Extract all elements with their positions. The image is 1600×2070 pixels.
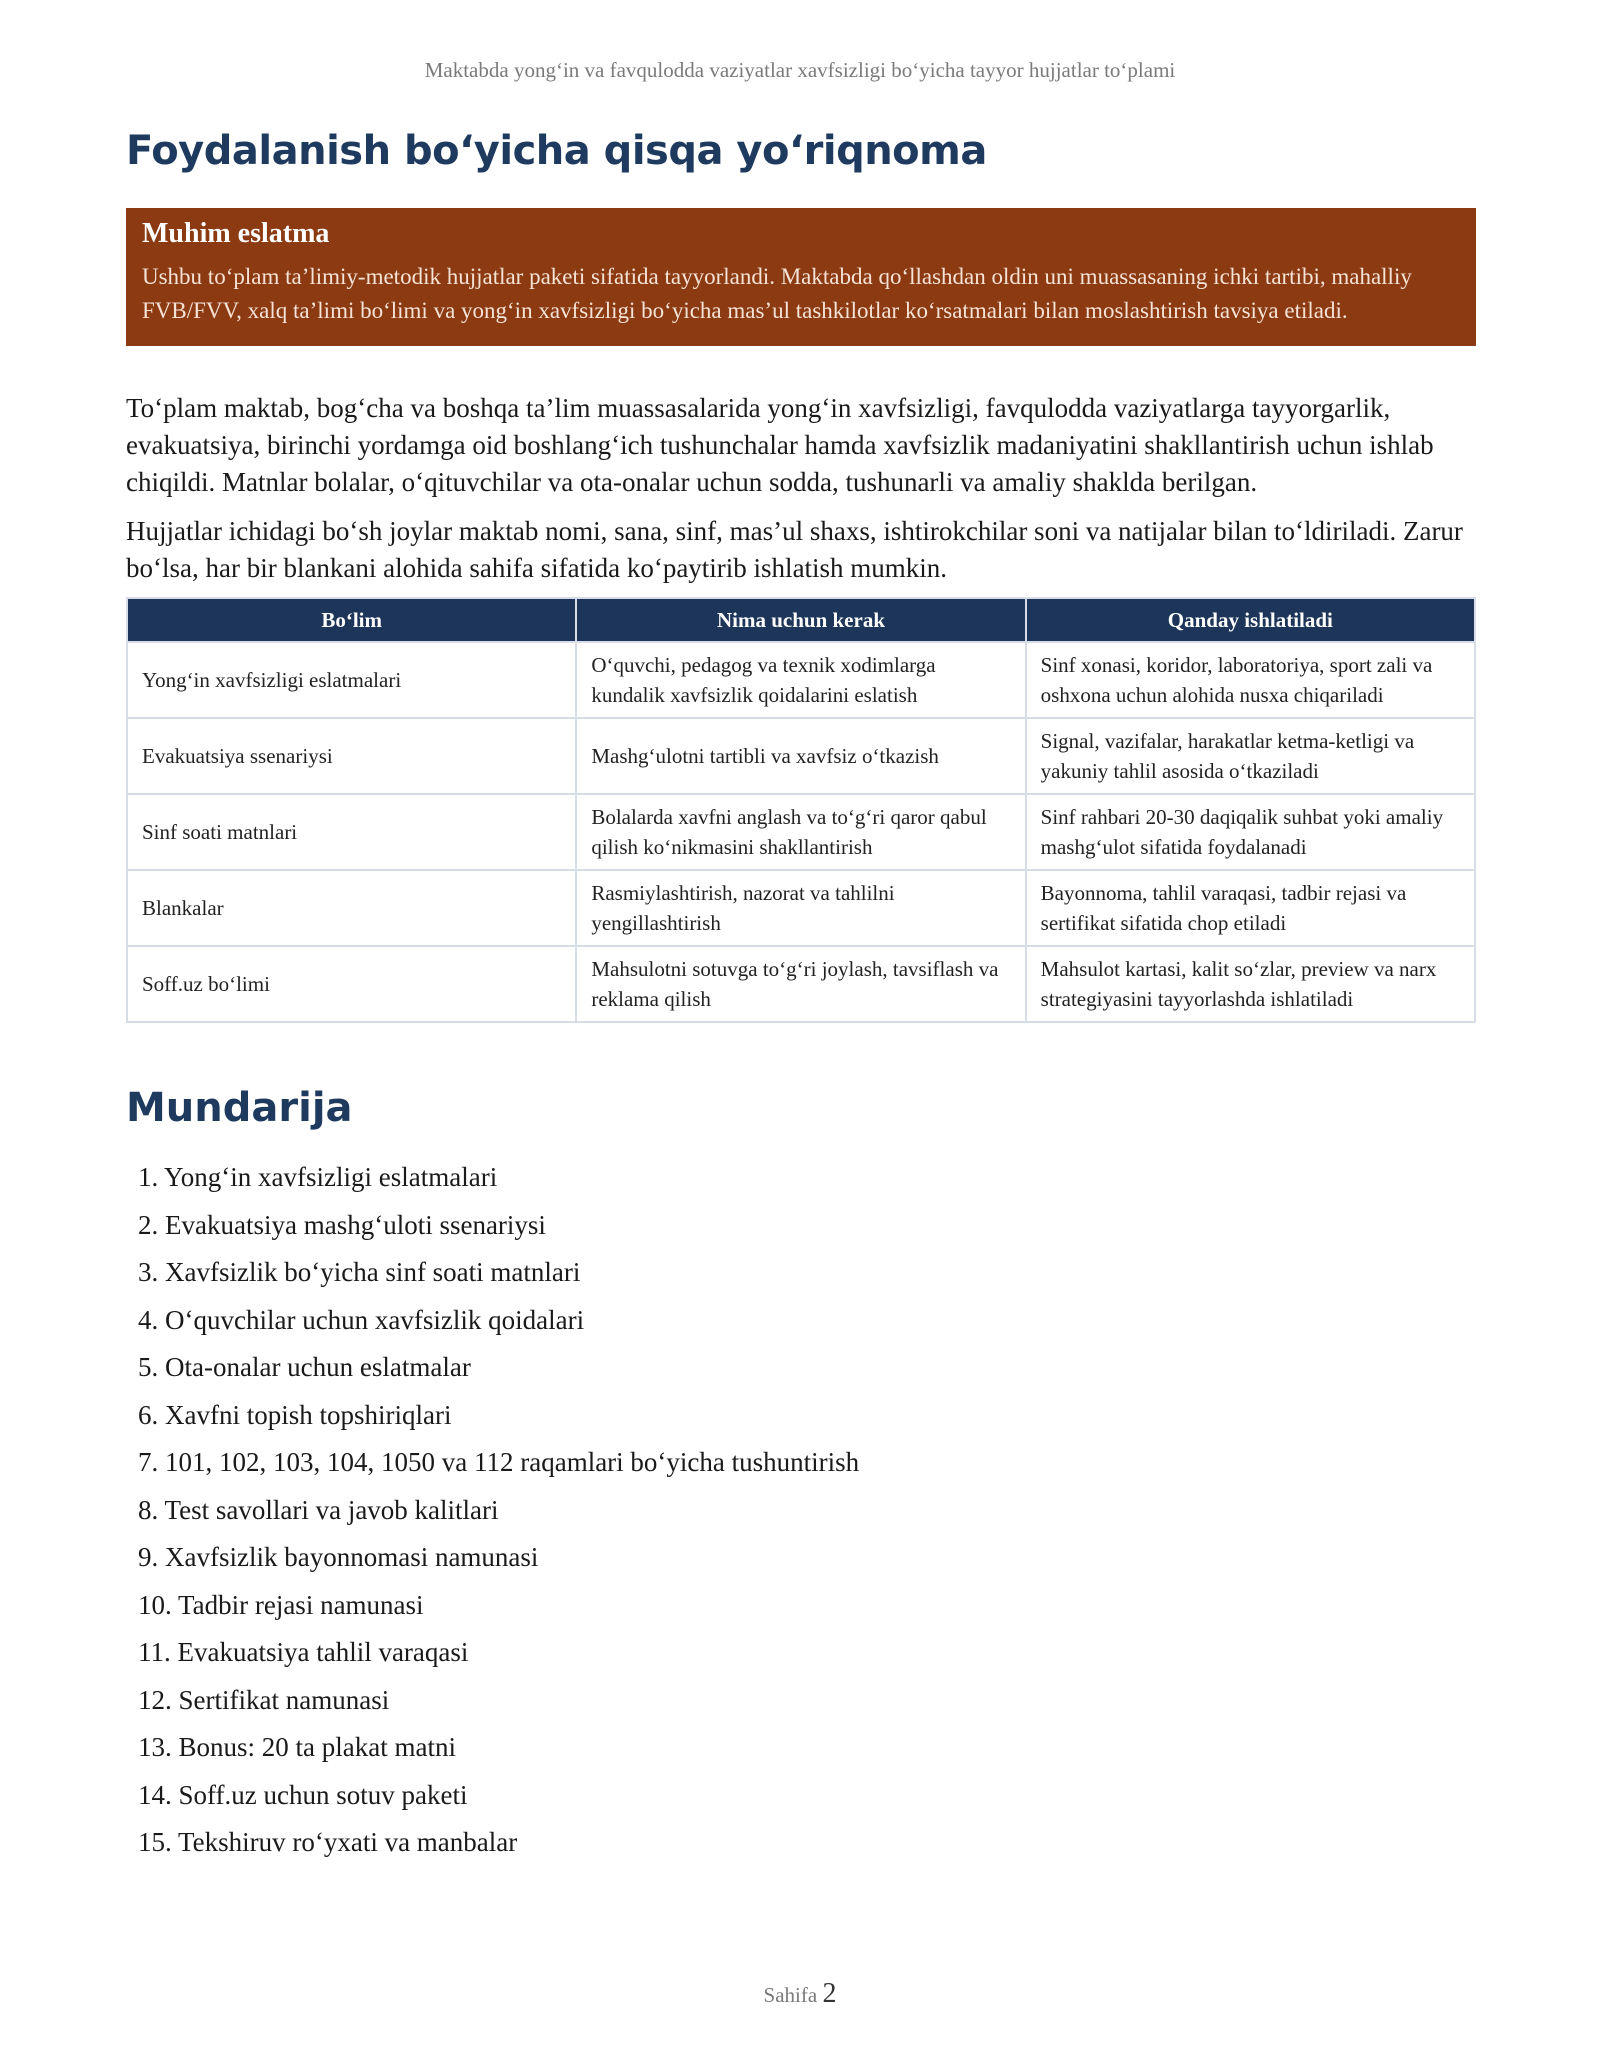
toc-item: 1. Yong‘in xavfsizligi eslatmalari (138, 1162, 498, 1192)
table-cell: Yong‘in xavfsizligi eslatmalari (127, 642, 576, 718)
note-title: Muhim eslatma (142, 218, 330, 249)
page-footer (0, 1978, 1600, 2010)
running-header: Maktabda yong‘in va favqulodda vaziyatlar xavfsizligi bo‘yicha tayyor hujjatlar to‘plami (424, 58, 1176, 82)
toc-item: 5. Ota-onalar uchun eslatmalar (138, 1352, 471, 1382)
table-cell: Rasmiylashtirish, nazorat va tahlilni yengillashtirish (576, 870, 1025, 946)
guide-title: Foydalanish bo‘yicha qisqa yo‘riqnoma (126, 128, 987, 174)
table-cell: Signal, vazifalar, harakatlar ketma-ketligi va yakuniy tahlil asosida o‘tkaziladi (1026, 718, 1475, 794)
table-row (127, 870, 1475, 946)
toc-item: 2. Evakuatsiya mashg‘uloti ssenariysi (138, 1209, 546, 1240)
table-row (127, 794, 1475, 870)
page-label: Sahifa (763, 1983, 818, 2007)
table-cell: Evakuatsiya ssenariysi (127, 718, 576, 794)
important-note-box (126, 208, 1476, 346)
table-cell: Soff.uz bo‘limi (127, 946, 576, 1022)
table-cell: O‘quvchi, pedagog va texnik xodimlarga kundalik xavfsizlik qoidalarini eslatish (576, 642, 1025, 718)
column-header-usage: Qanday ishlatiladi (1026, 598, 1475, 642)
toc-item: 10. Tadbir rejasi namunasi (138, 1589, 424, 1620)
table-row (127, 718, 1475, 794)
table-cell: Mahsulot kartasi, kalit so‘zlar, preview va narx strategiyasini tayyorlashda ishlatiladi (1026, 946, 1475, 1022)
table-row (127, 946, 1475, 1022)
table-cell: Sinf soati matnlari (127, 794, 576, 870)
toc-item: 13. Bonus: 20 ta plakat matni (138, 1732, 456, 1762)
table-cell: Mahsulotni sotuvga to‘g‘ri joylash, tavsiflash va reklama qilish (576, 946, 1025, 1022)
toc-item: 15. Tekshiruv ro‘yxati va manbalar (138, 1827, 518, 1857)
table-header-row (127, 598, 1475, 642)
table-cell: Blankalar (127, 870, 576, 946)
table-of-contents (126, 1157, 1476, 1870)
toc-item: 11. Evakuatsiya tahlil varaqasi (138, 1637, 469, 1667)
toc-item: 12. Sertifikat namunasi (138, 1684, 390, 1715)
table-cell: Mashg‘ulotni tartibli va xavfsiz o‘tkazish (576, 718, 1025, 794)
toc-title: Mundarija (126, 1085, 353, 1131)
table-cell: Sinf rahbari 20-30 daqiqalik suhbat yoki amaliy mashg‘ulot sifatida foydalanadi (1026, 794, 1475, 870)
toc-item: 14. Soff.uz uchun sotuv paketi (138, 1779, 468, 1810)
intro-paragraph: To‘plam maktab, bog‘cha va boshqa ta’lim muassasalarida yong‘in xavfsizligi, favqulodda vaziyatlarga tayyorgarlik, evakuatsiya, birinchi yordamga oid boshlang‘ich tushunchalar hamda xavfsizlik madaniyatini shakllantirish uchun ishlab chiqildi. Matnlar bolalar, o‘qituvchilar va ota-onalar uchun sodda, tushunarli va amaliy shaklda berilgan. (126, 393, 1434, 497)
toc-item: 4. O‘quvchilar uchun xavfsizlik qoidalari (138, 1304, 585, 1335)
toc-item: 6. Xavfni topish topshiriqlari (138, 1399, 452, 1430)
column-header-purpose: Nima uchun kerak (576, 598, 1025, 642)
toc-item: 7. 101, 102, 103, 104, 1050 va 112 raqamlari bo‘yicha tushuntirish (138, 1447, 860, 1477)
page-content (126, 128, 1476, 1870)
table-cell: Bayonnoma, tahlil varaqasi, tadbir rejasi va sertifikat sifatida chop etiladi (1026, 870, 1475, 946)
table-cell: Bolalarda xavfni anglash va to‘g‘ri qaror qabul qilish ko‘nikmasini shakllantirish (576, 794, 1025, 870)
page-number: 2 (822, 1978, 837, 2009)
column-header-section: Bo‘lim (127, 598, 576, 642)
table-row (127, 642, 1475, 718)
toc-item: 8. Test savollari va javob kalitlari (138, 1494, 499, 1525)
note-text: Ushbu to‘plam ta’limiy-metodik hujjatlar paketi sifatida tayyorlandi. Maktabda qo‘llashdan oldin uni muassasaning ichki tartibi, mahalliy FVB/FVV, xalq ta’limi bo‘limi va yong‘in xavfsizligi bo‘yicha mas’ul tashkilotlar ko‘rsatmalari bilan moslashtirish tavsiya etiladi. (142, 264, 1412, 323)
fill-in-paragraph: Hujjatlar ichidagi bo‘sh joylar maktab nomi, sana, sinf, mas’ul shaxs, ishtirokchilar soni va natijalar bilan to‘ldiriladi. Zarur bo‘lsa, har bir blankani alohida sahifa sifatida ko‘paytirib ishlatish mumkin. (126, 516, 1463, 583)
toc-item: 9. Xavfsizlik bayonnomasi namunasi (138, 1542, 539, 1572)
toc-item: 3. Xavfsizlik bo‘yicha sinf soati matnlari (138, 1257, 581, 1287)
sections-table (126, 597, 1476, 1023)
table-cell: Sinf xonasi, koridor, laboratoriya, sport zali va oshxona uchun alohida nusxa chiqariladi (1026, 642, 1475, 718)
